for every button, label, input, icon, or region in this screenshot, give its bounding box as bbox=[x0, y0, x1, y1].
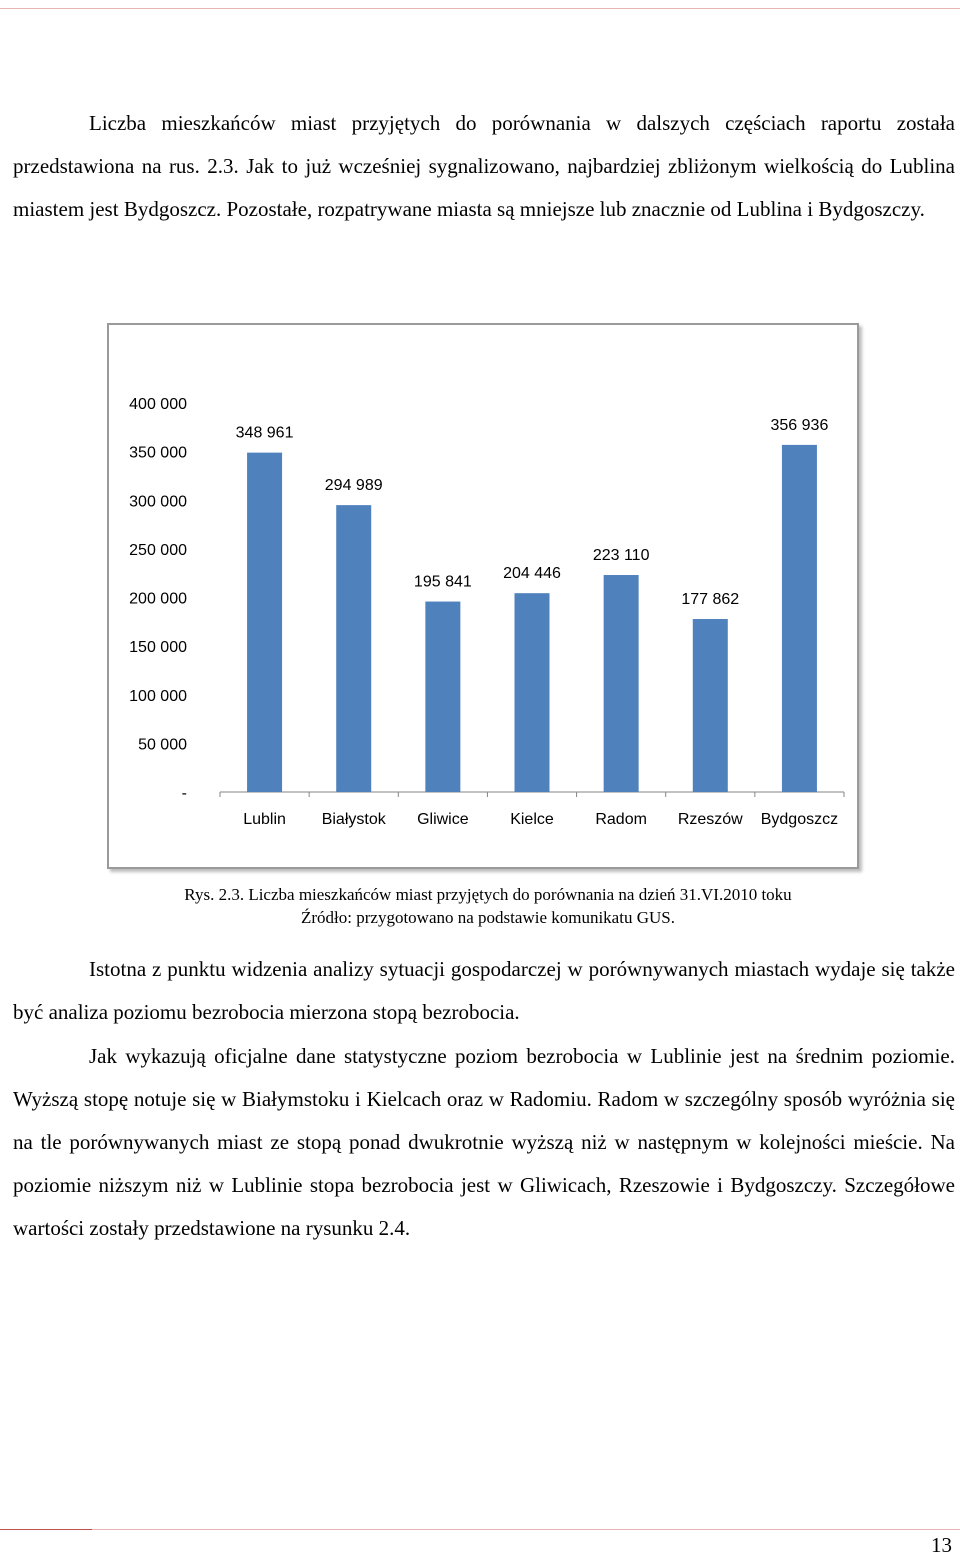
footer-rule bbox=[92, 1529, 960, 1530]
footer-rule-accent bbox=[0, 1529, 92, 1530]
x-tick-label: Gliwice bbox=[417, 811, 469, 828]
y-tick-label: 150 000 bbox=[129, 639, 187, 657]
data-label: 294 989 bbox=[324, 477, 383, 495]
paragraph-unemployment-intro: Istotna z punktu widzenia analizy sytuacji gospodarczej w porównywanych miastach wydaje się także być analiza poziomu bezrobocia mierzona stopą bezrobocia. bbox=[13, 957, 955, 1024]
bar-radom bbox=[604, 575, 639, 792]
y-tick-label: 100 000 bbox=[129, 687, 187, 705]
x-tick-label: Bydgoszcz bbox=[760, 811, 839, 828]
data-label: 356 936 bbox=[770, 416, 829, 434]
x-tick-label: Lublin bbox=[243, 811, 286, 828]
bar-bydgoszcz bbox=[782, 445, 817, 792]
y-tick-label: 250 000 bbox=[129, 541, 187, 559]
population-bar-chart bbox=[107, 323, 859, 869]
chart-canvas bbox=[109, 325, 857, 867]
y-tick-label: 50 000 bbox=[138, 736, 187, 754]
y-tick-label: 200 000 bbox=[129, 590, 187, 608]
bar-lublin bbox=[247, 453, 282, 792]
bar-kielce bbox=[515, 593, 550, 792]
y-tick-label: 350 000 bbox=[129, 444, 187, 462]
y-tick-label: 300 000 bbox=[129, 493, 187, 511]
x-tick-label: Radom bbox=[595, 811, 647, 828]
x-tick-label: Kielce bbox=[510, 811, 554, 828]
bar-gliwice bbox=[425, 602, 460, 792]
figure-caption: Rys. 2.3. Liczba mieszkańców miast przyjętych do porównania na dzień 31.VI.2010 toku bbox=[184, 885, 792, 904]
y-tick-label: - bbox=[181, 785, 187, 802]
data-label: 348 961 bbox=[235, 424, 294, 442]
x-tick-label: Białystok bbox=[321, 811, 386, 828]
data-label: 204 446 bbox=[503, 565, 561, 583]
x-tick-label: Rzeszów bbox=[677, 811, 743, 828]
data-label: 195 841 bbox=[413, 573, 472, 591]
header-rule bbox=[0, 8, 960, 9]
data-label: 177 862 bbox=[681, 591, 740, 609]
paragraph-unemployment-detail: Jak wykazują oficjalne dane statystyczne poziom bezrobocia w Lublinie jest na średnim poziomie. Wyższą stopę notuje się w Białymstoku i Kielcach oraz w Radomiu. Radom w szczególny sposób wyróżnia się na tle porównywanych miast ze stopą ponad dwukrotnie wyższą niż w następnym w kolejności mieście. Na poziomie niższym niż w Lublinie stopa bezrobocia jest w Gliwicach, Rzeszowie i Bydgoszczy. Szczegółowe wartości zostały przedstawione na rysunku 2.4. bbox=[13, 1044, 955, 1240]
paragraph-intro: Liczba mieszkańców miast przyjętych do porównania w dalszych częściach raportu została przedstawiona na rus. 2.3. Jak to już wcześniej sygnalizowano, najbardziej zbliżonym wielkością do Lublina miastem jest Bydgoszcz. Pozostałe, rozpatrywane miasta są mniejsze lub znacznie od Lublina i Bydgoszczy. bbox=[13, 111, 955, 221]
bar-białystok bbox=[336, 505, 371, 792]
y-tick-label: 400 000 bbox=[129, 396, 187, 413]
figure-source: Źródło: przygotowano na podstawie komunikatu GUS. bbox=[301, 908, 675, 927]
page-number: 13 bbox=[931, 1533, 952, 1557]
bar-rzeszów bbox=[693, 619, 728, 792]
data-label: 223 110 bbox=[592, 547, 650, 565]
